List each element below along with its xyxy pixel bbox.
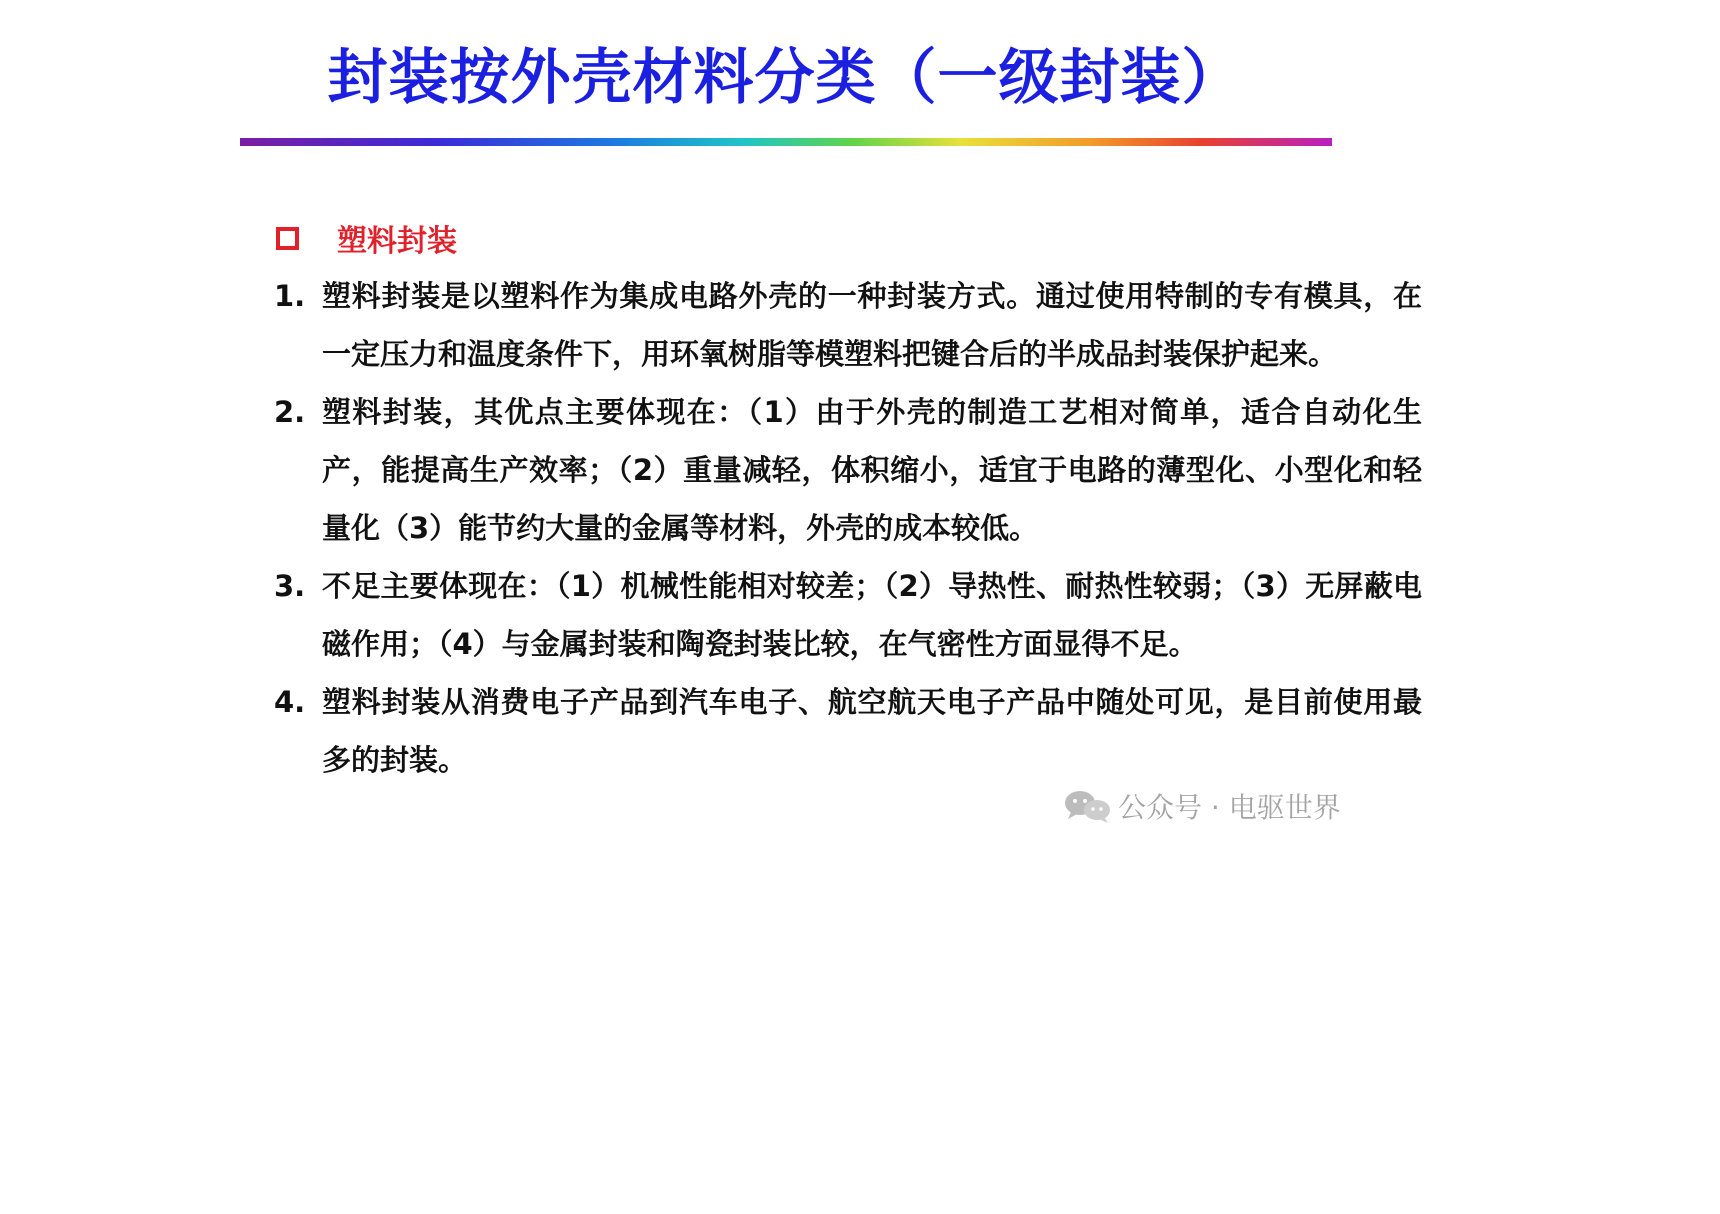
square-bullet-icon xyxy=(276,227,299,250)
list-item-number: 3. xyxy=(274,569,306,603)
slide-title: 封装按外壳材料分类（一级封装） xyxy=(327,43,1243,113)
list-item-text: 塑料封装从消费电子产品到汽车电子、航空航天电子产品中随处可见，是目前使用最多的封装。 xyxy=(322,685,1422,777)
list-item-number: 1. xyxy=(274,279,306,313)
list-item-number: 2. xyxy=(274,395,306,429)
list-item-text: 塑料封装，其优点主要体现在：（1）由于外壳的制造工艺相对简单，适合自动化生产，能提高生产效率；（2）重量减轻，体积缩小，适宜于电路的薄型化、小型化和轻量化（3）能节约大量的金属等材料，外壳的成本较低。 xyxy=(322,395,1422,545)
list-item-text: 塑料封装是以塑料作为集成电路外壳的一种封装方式。通过使用特制的专有模具，在一定压力和温度条件下，用环氧树脂等模塑料把键合后的半成品封装保护起来。 xyxy=(322,279,1422,371)
wechat-icon xyxy=(1062,788,1114,824)
list-item-number: 4. xyxy=(274,685,306,719)
section-heading-label: 塑料封装 xyxy=(337,224,457,259)
list-item xyxy=(274,383,1424,557)
list-item xyxy=(274,267,1424,383)
section-heading xyxy=(276,218,457,258)
watermark-text: 公众号 · 电驱世界 xyxy=(1118,791,1341,824)
list-item-text: 不足主要体现在：（1）机械性能相对较差；（2）导热性、耐热性较弱；（3）无屏蔽电磁作用；（4）与金属封装和陶瓷封装比较，在气密性方面显得不足。 xyxy=(322,569,1422,661)
title-divider xyxy=(240,138,1332,146)
list-item xyxy=(274,673,1424,789)
content-list xyxy=(274,267,1424,789)
list-item xyxy=(274,557,1424,673)
watermark xyxy=(1062,786,1341,826)
